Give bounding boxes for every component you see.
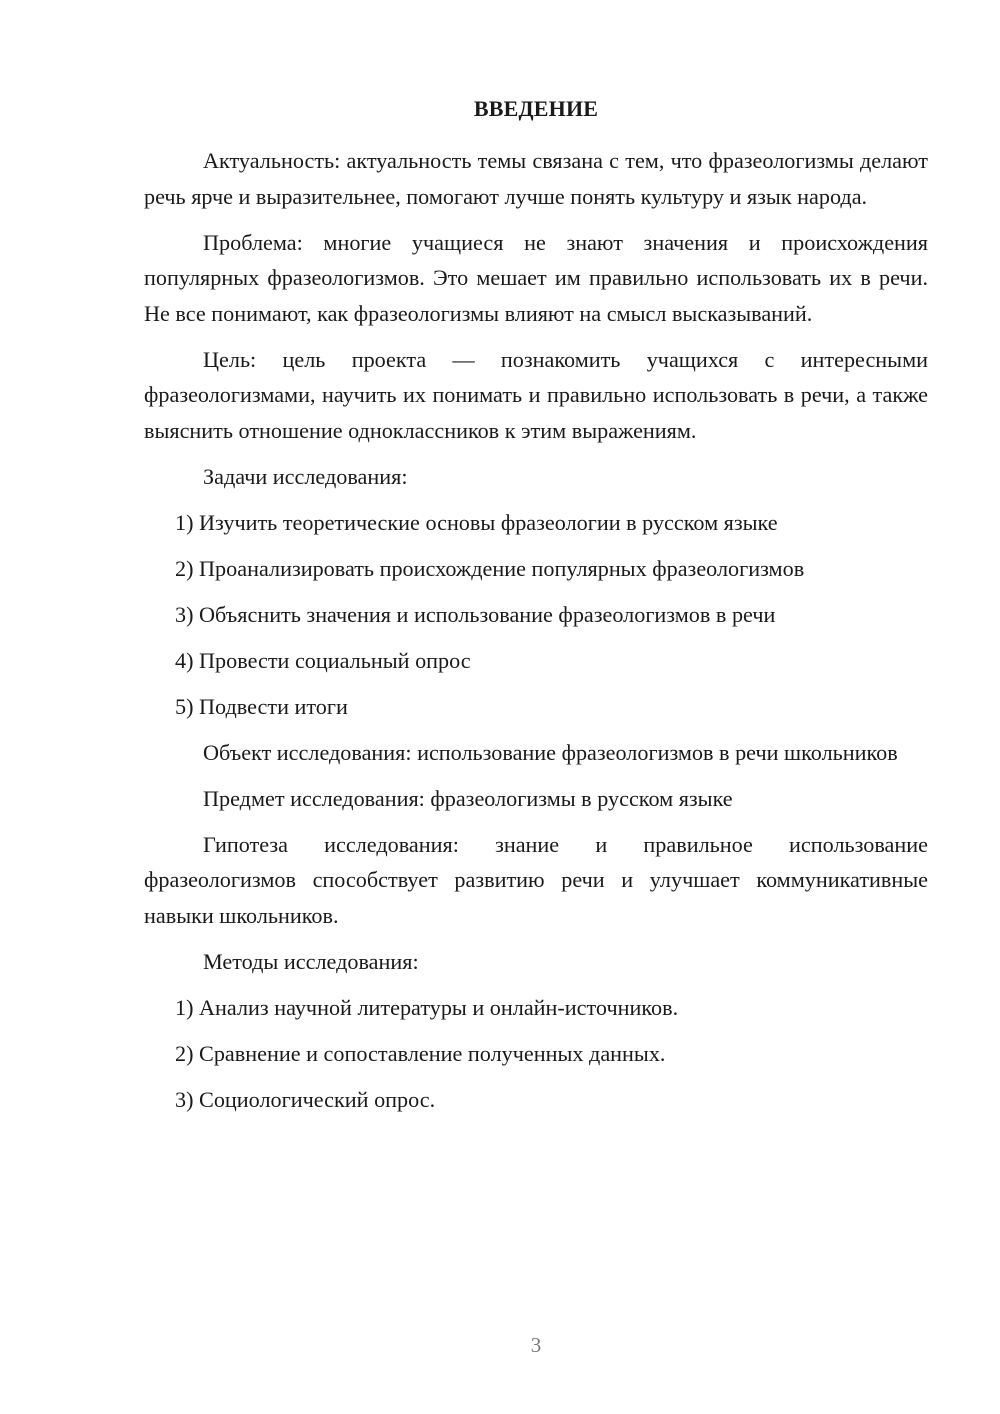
subject-paragraph: Предмет исследования: фразеологизмы в русском языке (203, 785, 733, 811)
task-item: 5) Подвести итоги (175, 693, 348, 719)
object-paragraph: Объект исследования: использование фразеологизмов в речи школьников (203, 739, 898, 765)
task-item: 1) Изучить теоретические основы фразеологии в русском языке (175, 509, 778, 535)
page-number: 3 (530, 1333, 542, 1357)
method-item: 1) Анализ научной литературы и онлайн-источников. (175, 994, 679, 1020)
problem-paragraph: Проблема: многие учащиеся не знают значения и происхождения популярных фразеологизмов. Это мешает им правильно использовать их в речи. Не все понимают, как фразеологизмы влияют на смысл высказываний. (144, 229, 928, 326)
method-item: 2) Сравнение и сопоставление полученных данных. (175, 1040, 666, 1066)
goal-paragraph: Цель: цель проекта — познакомить учащихся с интересными фразеологизмами, научить их понимать и правильно использовать в речи, а также выяснить отношение одноклассников к этим выражениям. (144, 346, 928, 443)
section-title: ВВЕДЕНИЕ (473, 96, 599, 121)
document-body (144, 143, 928, 1128)
tasks-heading: Задачи исследования: (203, 463, 408, 489)
hypothesis-paragraph: Гипотеза исследования: знание и правильное использование фразеологизмов способствует развитию речи и улучшает коммуникативные навыки школьников. (144, 831, 928, 928)
relevance-paragraph: Актуальность: актуальность темы связана с тем, что фразеологизмы делают речь ярче и выразительнее, помогают лучше понять культуру и язык народа. (144, 148, 928, 209)
methods-heading: Методы исследования: (203, 948, 419, 974)
task-item: 4) Провести социальный опрос (175, 647, 471, 673)
task-item: 3) Объяснить значения и использование фразеологизмов в речи (175, 601, 776, 627)
method-item: 3) Социологический опрос. (175, 1086, 436, 1112)
task-item: 2) Проанализировать происхождение популярных фразеологизмов (175, 555, 805, 581)
